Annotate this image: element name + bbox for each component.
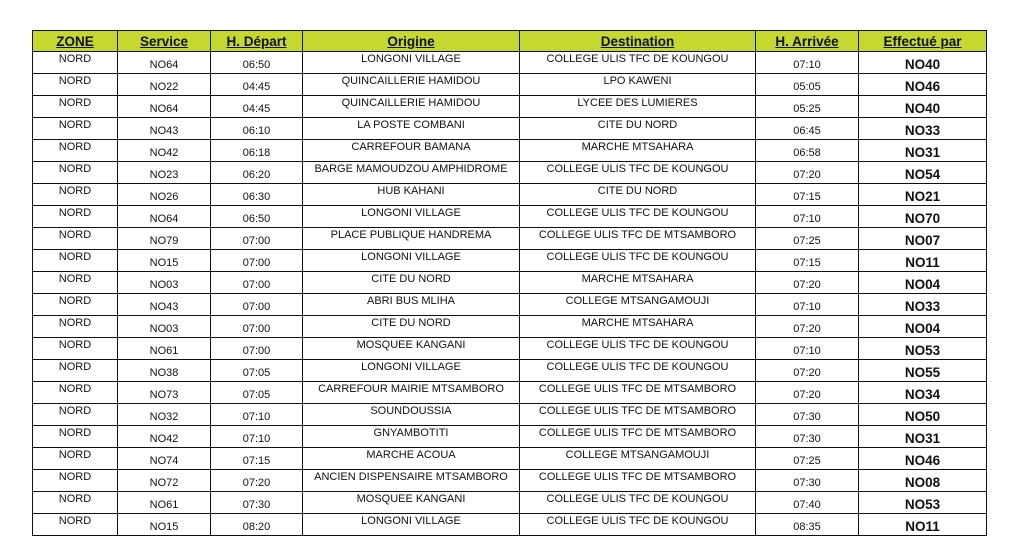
cell-service: NO03 [118,316,211,338]
cell-destination: COLLEGE ULIS TFC DE KOUNGOU [520,162,756,184]
cell-arrivee: 07:10 [756,294,859,316]
cell-destination: MARCHE MTSAHARA [520,316,756,338]
cell-arrivee: 07:10 [756,52,859,74]
cell-destination: COLLEGE MTSANGAMOUJI [520,448,756,470]
header-zone[interactable]: ZONE [33,31,118,52]
header-origine[interactable]: Origine [303,31,520,52]
cell-origine: MARCHE ACOUA [303,448,520,470]
cell-destination: MARCHE MTSAHARA [520,272,756,294]
table-row [33,184,987,206]
cell-destination: CITE DU NORD [520,118,756,140]
cell-effectue: NO33 [859,118,987,140]
cell-depart: 07:10 [211,404,303,426]
cell-destination: COLLEGE ULIS TFC DE KOUNGOU [520,360,756,382]
cell-arrivee: 06:58 [756,140,859,162]
table-row [33,52,987,74]
cell-service: NO03 [118,272,211,294]
cell-depart: 07:05 [211,382,303,404]
cell-depart: 06:50 [211,206,303,228]
cell-service: NO61 [118,338,211,360]
cell-service: NO72 [118,470,211,492]
cell-service: NO42 [118,426,211,448]
header-effectue[interactable]: Effectué par [859,31,987,52]
cell-depart: 06:50 [211,52,303,74]
cell-zone: NORD [33,206,118,228]
table-row [33,360,987,382]
cell-depart: 07:30 [211,492,303,514]
cell-arrivee: 07:40 [756,492,859,514]
cell-service: NO15 [118,514,211,536]
cell-arrivee: 07:20 [756,316,859,338]
cell-zone: NORD [33,360,118,382]
cell-depart: 06:18 [211,140,303,162]
table-row [33,140,987,162]
cell-origine: LONGONI VILLAGE [303,514,520,536]
cell-service: NO22 [118,74,211,96]
cell-arrivee: 07:20 [756,272,859,294]
cell-effectue: NO50 [859,404,987,426]
cell-effectue: NO04 [859,316,987,338]
cell-zone: NORD [33,162,118,184]
cell-service: NO42 [118,140,211,162]
cell-destination: COLLEGE ULIS TFC DE KOUNGOU [520,206,756,228]
table-row [33,294,987,316]
cell-arrivee: 07:10 [756,338,859,360]
cell-destination: COLLEGE ULIS TFC DE KOUNGOU [520,250,756,272]
cell-destination: MARCHE MTSAHARA [520,140,756,162]
cell-arrivee: 07:20 [756,162,859,184]
cell-zone: NORD [33,426,118,448]
cell-service: NO43 [118,294,211,316]
table-row [33,118,987,140]
cell-effectue: NO04 [859,272,987,294]
cell-effectue: NO46 [859,448,987,470]
cell-effectue: NO70 [859,206,987,228]
table-row [33,514,987,536]
cell-zone: NORD [33,316,118,338]
cell-destination: COLLEGE ULIS TFC DE KOUNGOU [520,492,756,514]
cell-zone: NORD [33,294,118,316]
cell-origine: LONGONI VILLAGE [303,250,520,272]
cell-destination: COLLEGE ULIS TFC DE MTSAMBORO [520,228,756,250]
cell-destination: COLLEGE ULIS TFC DE MTSAMBORO [520,426,756,448]
cell-destination: COLLEGE ULIS TFC DE KOUNGOU [520,52,756,74]
table-row [33,96,987,118]
table-row [33,426,987,448]
cell-depart: 06:10 [211,118,303,140]
cell-origine: GNYAMBOTITI [303,426,520,448]
cell-destination: COLLEGE ULIS TFC DE MTSAMBORO [520,382,756,404]
table-row [33,338,987,360]
header-row [33,31,987,52]
cell-origine: MOSQUEE KANGANI [303,492,520,514]
cell-origine: PLACE PUBLIQUE HANDREMA [303,228,520,250]
cell-depart: 06:30 [211,184,303,206]
cell-effectue: NO11 [859,514,987,536]
header-arrivee[interactable]: H. Arrivée [756,31,859,52]
cell-zone: NORD [33,96,118,118]
cell-depart: 07:20 [211,470,303,492]
cell-effectue: NO53 [859,492,987,514]
cell-zone: NORD [33,404,118,426]
cell-zone: NORD [33,470,118,492]
cell-arrivee: 07:20 [756,360,859,382]
cell-origine: HUB KAHANI [303,184,520,206]
table-row [33,448,987,470]
cell-arrivee: 07:25 [756,448,859,470]
cell-origine: LONGONI VILLAGE [303,206,520,228]
cell-destination: COLLEGE ULIS TFC DE MTSAMBORO [520,404,756,426]
cell-zone: NORD [33,272,118,294]
cell-service: NO23 [118,162,211,184]
cell-origine: CARREFOUR MAIRIE MTSAMBORO [303,382,520,404]
cell-effectue: NO31 [859,140,987,162]
cell-depart: 07:00 [211,272,303,294]
cell-zone: NORD [33,492,118,514]
cell-arrivee: 07:20 [756,382,859,404]
cell-depart: 04:45 [211,96,303,118]
cell-effectue: NO40 [859,52,987,74]
header-service[interactable]: Service [118,31,211,52]
cell-depart: 07:00 [211,294,303,316]
cell-origine: CITE DU NORD [303,272,520,294]
cell-depart: 07:00 [211,338,303,360]
cell-origine: QUINCAILLERIE HAMIDOU [303,74,520,96]
cell-destination: COLLEGE ULIS TFC DE KOUNGOU [520,514,756,536]
table-row [33,250,987,272]
cell-service: NO61 [118,492,211,514]
cell-origine: ABRI BUS MLIHA [303,294,520,316]
cell-origine: QUINCAILLERIE HAMIDOU [303,96,520,118]
cell-effectue: NO07 [859,228,987,250]
cell-destination: LYCEE DES LUMIERES [520,96,756,118]
cell-depart: 08:20 [211,514,303,536]
cell-origine: SOUNDOUSSIA [303,404,520,426]
cell-depart: 07:00 [211,250,303,272]
table-row [33,228,987,250]
cell-service: NO32 [118,404,211,426]
cell-origine: LONGONI VILLAGE [303,52,520,74]
cell-effectue: NO55 [859,360,987,382]
cell-destination: COLLEGE ULIS TFC DE MTSAMBORO [520,470,756,492]
cell-origine: ANCIEN DISPENSAIRE MTSAMBORO [303,470,520,492]
cell-depart: 07:10 [211,426,303,448]
cell-depart: 04:45 [211,74,303,96]
cell-destination: COLLEGE MTSANGAMOUJI [520,294,756,316]
cell-service: NO15 [118,250,211,272]
cell-effectue: NO11 [859,250,987,272]
cell-zone: NORD [33,250,118,272]
cell-service: NO26 [118,184,211,206]
table-row [33,492,987,514]
cell-service: NO79 [118,228,211,250]
cell-depart: 07:15 [211,448,303,470]
cell-service: NO38 [118,360,211,382]
table-row [33,162,987,184]
cell-depart: 06:20 [211,162,303,184]
cell-arrivee: 08:35 [756,514,859,536]
cell-effectue: NO34 [859,382,987,404]
cell-destination: COLLEGE ULIS TFC DE KOUNGOU [520,338,756,360]
header-destination[interactable]: Destination [520,31,756,52]
cell-destination: CITE DU NORD [520,184,756,206]
cell-arrivee: 06:45 [756,118,859,140]
cell-depart: 07:00 [211,228,303,250]
cell-zone: NORD [33,338,118,360]
cell-arrivee: 07:30 [756,426,859,448]
cell-zone: NORD [33,52,118,74]
cell-effectue: NO08 [859,470,987,492]
table-row [33,470,987,492]
cell-zone: NORD [33,118,118,140]
cell-service: NO64 [118,52,211,74]
cell-service: NO74 [118,448,211,470]
cell-effectue: NO31 [859,426,987,448]
cell-service: NO64 [118,96,211,118]
table-body [33,52,987,536]
cell-effectue: NO53 [859,338,987,360]
cell-effectue: NO40 [859,96,987,118]
cell-zone: NORD [33,140,118,162]
cell-depart: 07:00 [211,316,303,338]
cell-effectue: NO54 [859,162,987,184]
cell-zone: NORD [33,382,118,404]
header-depart[interactable]: H. Départ [211,31,303,52]
cell-service: NO73 [118,382,211,404]
cell-arrivee: 07:30 [756,470,859,492]
cell-effectue: NO46 [859,74,987,96]
cell-arrivee: 07:15 [756,250,859,272]
table-row [33,404,987,426]
table-row [33,206,987,228]
cell-arrivee: 05:25 [756,96,859,118]
cell-effectue: NO21 [859,184,987,206]
cell-arrivee: 07:30 [756,404,859,426]
table-row [33,272,987,294]
cell-arrivee: 05:05 [756,74,859,96]
cell-zone: NORD [33,228,118,250]
cell-service: NO64 [118,206,211,228]
cell-zone: NORD [33,184,118,206]
cell-zone: NORD [33,448,118,470]
cell-destination: LPO KAWENI [520,74,756,96]
cell-depart: 07:05 [211,360,303,382]
cell-zone: NORD [33,514,118,536]
cell-origine: LA POSTE COMBANI [303,118,520,140]
cell-zone: NORD [33,74,118,96]
table-row [33,74,987,96]
cell-origine: BARGE MAMOUDZOU AMPHIDROME [303,162,520,184]
cell-effectue: NO33 [859,294,987,316]
cell-origine: CITE DU NORD [303,316,520,338]
cell-origine: LONGONI VILLAGE [303,360,520,382]
cell-arrivee: 07:10 [756,206,859,228]
cell-origine: CARREFOUR BAMANA [303,140,520,162]
table-row [33,382,987,404]
cell-arrivee: 07:15 [756,184,859,206]
table-header [33,31,987,52]
cell-service: NO43 [118,118,211,140]
cell-origine: MOSQUEE KANGANI [303,338,520,360]
schedule-sheet [32,30,986,536]
cell-arrivee: 07:25 [756,228,859,250]
table-row [33,316,987,338]
schedule-table [32,30,987,536]
